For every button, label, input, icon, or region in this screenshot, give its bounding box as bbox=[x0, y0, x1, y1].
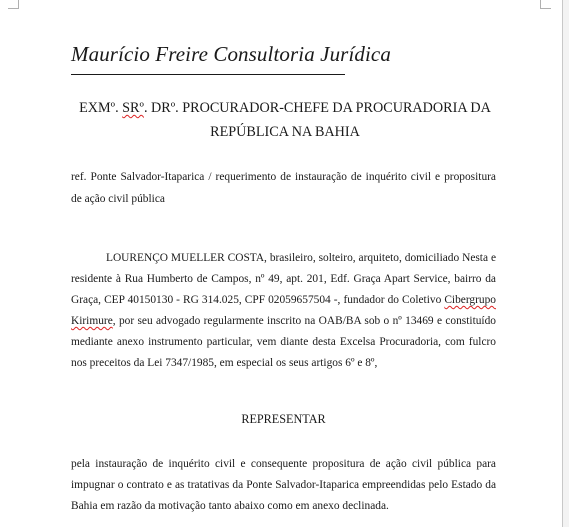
page-corner-mark bbox=[8, 0, 19, 9]
reference-line: ref. Ponte Salvador-Itaparica / requerimento de instauração de inquérito civil e propositura de ação civil pública bbox=[71, 171, 496, 205]
spellcheck-word[interactable]: Kirimure bbox=[71, 315, 113, 327]
qualification-paragraph bbox=[71, 248, 496, 374]
addressee-heading bbox=[70, 96, 500, 144]
page-corner-mark bbox=[540, 0, 551, 9]
firm-name: Maurício Freire Consultoria Jurídica bbox=[71, 42, 391, 66]
paragraph-text: LOURENÇO MUELLER COSTA, brasileiro, solteiro, arquiteto, domiciliado Nesta e residente à Rua Humberto de Campos, nº 49, apt. 201, Edf. Graça Apart Service, bairro da Graça, CEP 40150130 - RG 314.025, CPF 02059657504 -, fundador do Coletivo bbox=[71, 252, 496, 306]
request-paragraph: pela instauração de inquérito civil e consequente propositura de ação civil pública para impugnar o contrato e as tratativas da Ponte Salvador-Itaparica empreendidas pelo Estado da Bahia em razão da motivação tanto abaixo como em anexo declinada. bbox=[71, 458, 496, 512]
spellcheck-word[interactable]: SRº bbox=[122, 100, 144, 116]
paragraph-text: , por seu advogado regularmente inscrito na OAB/BA sob o nº 13469 e constituído mediante anexo instrumento particular, vem diante desta Excelsa Procuradoria, com fulcro nos preceitos da Lei 7347/1985, em especial os seus artigos 6º e 8º, bbox=[71, 315, 496, 369]
addressee-text: EXMº. bbox=[79, 100, 123, 116]
firm-underline bbox=[71, 74, 345, 75]
addressee-text: . DRº. PROCURADOR-CHEFE DA PROCURADORIA DA REPÚBLICA NA BAHIA bbox=[143, 100, 491, 140]
vertical-scrollbar[interactable] bbox=[563, 0, 569, 527]
spellcheck-word[interactable]: Cibergrupo bbox=[444, 294, 496, 306]
action-verb: REPRESENTAR bbox=[241, 412, 326, 426]
